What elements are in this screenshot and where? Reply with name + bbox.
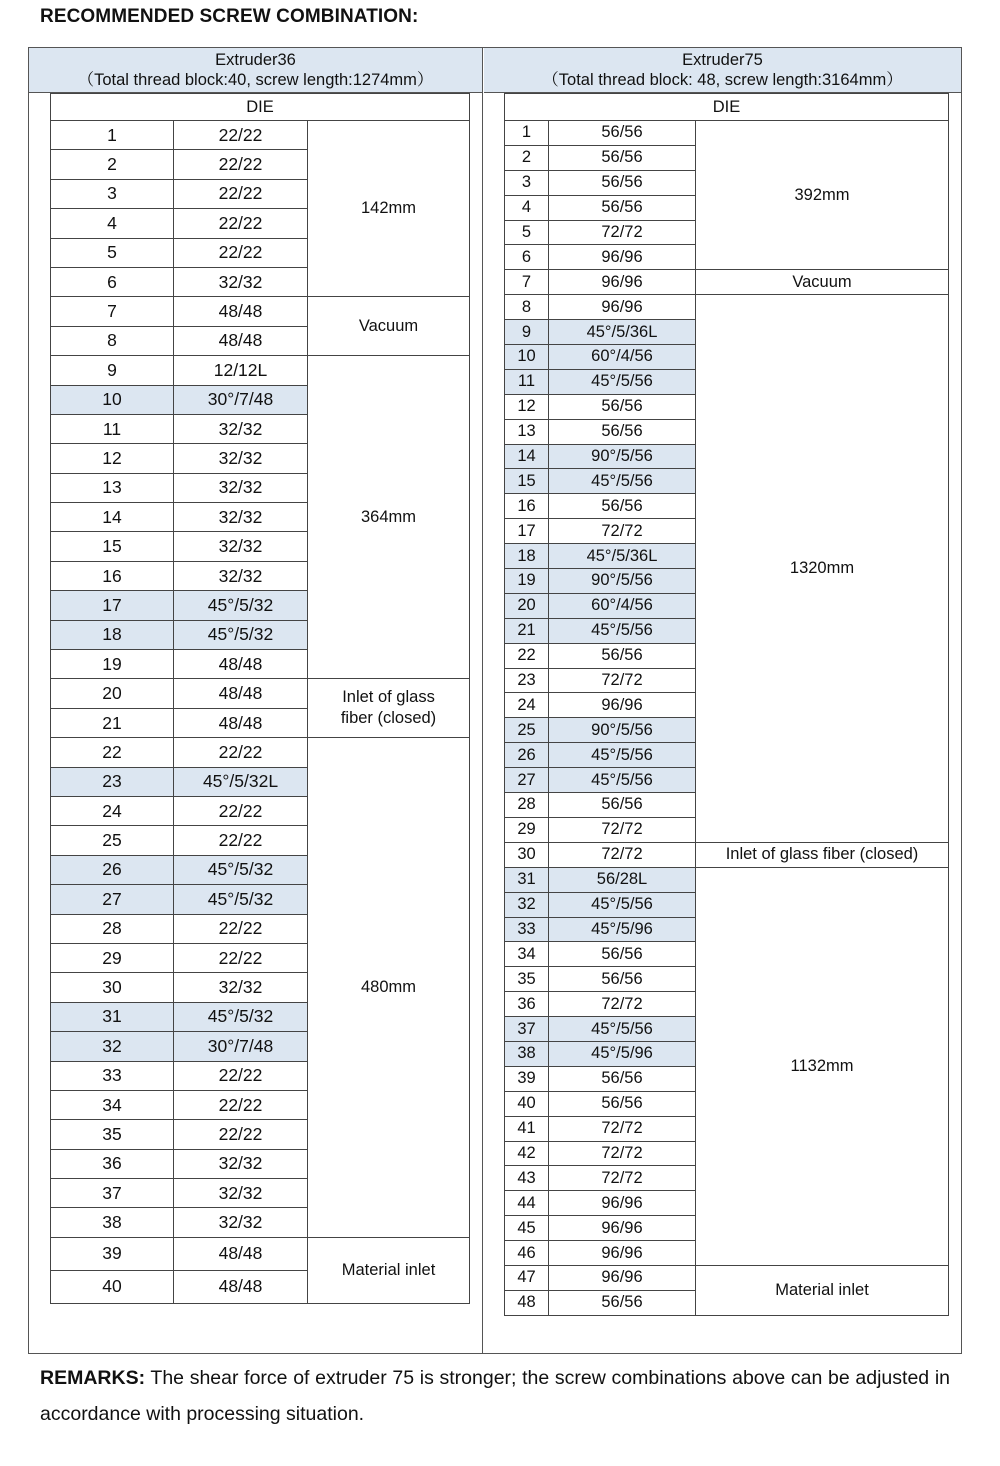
block-number: 33 [51,1061,174,1090]
screw-element: 90°/5/56 [549,718,696,743]
screw-element: 96/96 [549,1265,696,1290]
screw-element: 56/56 [549,145,696,170]
screw-element: 48/48 [174,1237,308,1270]
block-number: 39 [505,1066,549,1091]
screw-element: 72/72 [549,519,696,544]
block-number: 15 [505,469,549,494]
table-row [51,738,470,767]
screw-element: 32/32 [174,532,308,561]
block-number: 36 [51,1149,174,1178]
block-number: 48 [505,1290,549,1315]
block-number: 30 [505,842,549,867]
zone-label: Inlet of glass fiber (closed) [696,842,949,867]
block-number: 2 [51,150,174,179]
block-number: 13 [51,473,174,502]
zone-label: 364mm [308,356,470,679]
screw-element: 22/22 [174,1120,308,1149]
zone-label: Material inlet [308,1237,470,1303]
block-number: 40 [51,1270,174,1303]
screw-element: 45°/5/56 [549,743,696,768]
screw-element: 32/32 [174,973,308,1002]
block-number: 24 [51,796,174,825]
block-number: 4 [505,195,549,220]
screw-element: 96/96 [549,1191,696,1216]
block-number: 12 [505,394,549,419]
screw-element: 30°/7/48 [174,1032,308,1061]
block-number: 8 [51,326,174,355]
block-number: 6 [505,245,549,270]
screw-element: 32/32 [174,561,308,590]
block-number: 46 [505,1241,549,1266]
screw-element: 72/72 [549,1116,696,1141]
extruder75-table [504,93,949,1316]
column-divider [482,47,483,1354]
block-number: 25 [505,718,549,743]
screw-element: 45°/5/36L [549,320,696,345]
extruder36-header [29,48,482,93]
block-number: 3 [51,179,174,208]
block-number: 27 [505,768,549,793]
screw-element: 45°/5/56 [549,618,696,643]
screw-element: 48/48 [174,650,308,679]
table-row [505,121,949,146]
screw-element: 72/72 [549,842,696,867]
block-number: 18 [51,620,174,649]
block-number: 21 [505,618,549,643]
block-number: 18 [505,544,549,569]
block-number: 12 [51,444,174,473]
block-number: 27 [51,885,174,914]
block-number: 26 [51,855,174,884]
table-row [505,270,949,295]
block-number: 6 [51,267,174,296]
block-number: 37 [51,1179,174,1208]
table-row [51,679,470,708]
block-number: 15 [51,532,174,561]
die-row [51,94,470,121]
table-row [505,867,949,892]
block-number: 28 [505,793,549,818]
block-number: 14 [505,444,549,469]
block-number: 20 [505,593,549,618]
screw-element: 56/56 [549,942,696,967]
screw-element: 22/22 [174,1090,308,1119]
block-number: 1 [51,121,174,150]
die-label: DIE [51,94,470,121]
screw-element: 22/22 [174,209,308,238]
screw-element: 45°/5/56 [549,369,696,394]
zone-label: 392mm [696,121,949,270]
screw-element: 56/56 [549,1091,696,1116]
screw-element: 90°/5/56 [549,569,696,594]
screw-element: 72/72 [549,1166,696,1191]
screw-element: 96/96 [549,270,696,295]
screw-element: 56/28L [549,867,696,892]
screw-element: 32/32 [174,1149,308,1178]
screw-element: 56/56 [549,793,696,818]
screw-element: 45°/5/36L [549,544,696,569]
screw-element: 22/22 [174,150,308,179]
screw-element: 56/56 [549,419,696,444]
block-number: 26 [505,743,549,768]
zone-label: Vacuum [696,270,949,295]
block-number: 34 [51,1090,174,1119]
screw-element: 22/22 [174,826,308,855]
block-number: 16 [505,494,549,519]
screw-element: 90°/5/56 [549,444,696,469]
table-row [505,295,949,320]
block-number: 47 [505,1265,549,1290]
screw-element: 45°/5/56 [549,768,696,793]
extruder36-subtitle: （Total thread block:40, screw length:1274mm） [77,71,434,89]
block-number: 9 [51,356,174,385]
block-number: 37 [505,1017,549,1042]
screw-element: 72/72 [549,668,696,693]
block-number: 42 [505,1141,549,1166]
block-number: 17 [505,519,549,544]
block-number: 43 [505,1166,549,1191]
screw-element: 45°/5/56 [549,469,696,494]
block-number: 21 [51,708,174,737]
block-number: 13 [505,419,549,444]
screw-element: 45°/5/96 [549,917,696,942]
block-number: 23 [505,668,549,693]
block-number: 10 [505,345,549,370]
block-number: 38 [505,1041,549,1066]
screw-element: 56/56 [549,121,696,146]
block-number: 8 [505,295,549,320]
screw-element: 56/56 [549,643,696,668]
screw-element: 45°/5/32 [174,620,308,649]
screw-element: 48/48 [174,679,308,708]
block-number: 44 [505,1191,549,1216]
remarks [40,1360,950,1432]
block-number: 16 [51,561,174,590]
screw-element: 48/48 [174,297,308,326]
zone-label: Material inlet [696,1265,949,1315]
screw-element: 12/12L [174,356,308,385]
block-number: 41 [505,1116,549,1141]
block-number: 19 [51,650,174,679]
block-number: 33 [505,917,549,942]
block-number: 3 [505,170,549,195]
block-number: 29 [51,943,174,972]
screw-element: 45°/5/32 [174,591,308,620]
block-number: 35 [51,1120,174,1149]
screw-element: 60°/4/56 [549,593,696,618]
screw-element: 56/56 [549,1066,696,1091]
block-number: 23 [51,767,174,796]
page-title: RECOMMENDED SCREW COMBINATION: [40,6,419,27]
extruder75-header [484,48,961,93]
screw-element: 48/48 [174,1270,308,1303]
block-number: 22 [505,643,549,668]
table-row [51,297,470,326]
screw-element: 72/72 [549,220,696,245]
block-number: 22 [51,738,174,767]
screw-element: 45°/5/56 [549,1017,696,1042]
screw-element: 32/32 [174,1208,308,1237]
block-number: 2 [505,145,549,170]
block-number: 45 [505,1216,549,1241]
screw-element: 32/32 [174,267,308,296]
screw-element: 96/96 [549,245,696,270]
table-row [505,1265,949,1290]
screw-element: 22/22 [174,738,308,767]
screw-element: 48/48 [174,326,308,355]
block-number: 38 [51,1208,174,1237]
table-row [51,356,470,385]
block-number: 40 [505,1091,549,1116]
table-row [51,1237,470,1270]
extruder75-name: Extruder75 [682,51,763,69]
block-number: 29 [505,817,549,842]
screw-element: 22/22 [174,238,308,267]
screw-element: 32/32 [174,503,308,532]
table-row [505,842,949,867]
screw-element: 32/32 [174,473,308,502]
block-number: 10 [51,385,174,414]
die-row [505,94,949,121]
zone-label: 1132mm [696,867,949,1265]
block-number: 1 [505,121,549,146]
screw-element: 22/22 [174,121,308,150]
extruder36-table [50,93,470,1304]
block-number: 7 [51,297,174,326]
block-number: 34 [505,942,549,967]
block-number: 14 [51,503,174,532]
screw-element: 56/56 [549,394,696,419]
screw-element: 45°/5/96 [549,1041,696,1066]
screw-element: 96/96 [549,1241,696,1266]
screw-element: 56/56 [549,494,696,519]
screw-element: 22/22 [174,914,308,943]
block-number: 31 [505,867,549,892]
screw-element: 96/96 [549,693,696,718]
block-number: 11 [505,369,549,394]
block-number: 4 [51,209,174,238]
die-label: DIE [505,94,949,121]
screw-element: 22/22 [174,796,308,825]
screw-element: 32/32 [174,1179,308,1208]
block-number: 32 [51,1032,174,1061]
screw-element: 56/56 [549,170,696,195]
screw-element: 45°/5/32 [174,1002,308,1031]
block-number: 5 [505,220,549,245]
screw-element: 22/22 [174,943,308,972]
block-number: 7 [505,270,549,295]
block-number: 28 [51,914,174,943]
screw-element: 56/56 [549,967,696,992]
block-number: 31 [51,1002,174,1031]
screw-element: 45°/5/32 [174,885,308,914]
zone-label: 1320mm [696,295,949,843]
screw-element: 72/72 [549,1141,696,1166]
screw-element: 32/32 [174,414,308,443]
remarks-label: REMARKS: [40,1367,146,1389]
zone-label: 480mm [308,738,470,1238]
zone-label: Inlet of glass fiber (closed) [308,679,470,738]
screw-element: 48/48 [174,708,308,737]
screw-element: 96/96 [549,295,696,320]
block-number: 11 [51,414,174,443]
remarks-text: The shear force of extruder 75 is stronger; the screw combinations above can be adjusted in accordance with processing situation. [40,1367,950,1425]
block-number: 35 [505,967,549,992]
screw-element: 45°/5/56 [549,892,696,917]
extruder75-subtitle: （Total thread block: 48, screw length:3164mm） [542,71,903,89]
screw-element: 96/96 [549,1216,696,1241]
block-number: 32 [505,892,549,917]
block-number: 9 [505,320,549,345]
zone-label: Vacuum [308,297,470,356]
block-number: 5 [51,238,174,267]
block-number: 24 [505,693,549,718]
block-number: 36 [505,992,549,1017]
zone-label: 142mm [308,121,470,297]
extruder36-name: Extruder36 [215,51,296,69]
table-row [51,121,470,150]
screw-element: 56/56 [549,195,696,220]
screw-element: 60°/4/56 [549,345,696,370]
screw-element: 32/32 [174,444,308,473]
block-number: 39 [51,1237,174,1270]
screw-element: 56/56 [549,1290,696,1315]
screw-element: 72/72 [549,817,696,842]
block-number: 17 [51,591,174,620]
block-number: 25 [51,826,174,855]
screw-element: 22/22 [174,179,308,208]
screw-element: 22/22 [174,1061,308,1090]
screw-element: 45°/5/32L [174,767,308,796]
block-number: 19 [505,569,549,594]
screw-element: 72/72 [549,992,696,1017]
block-number: 20 [51,679,174,708]
block-number: 30 [51,973,174,1002]
screw-element: 45°/5/32 [174,855,308,884]
screw-element: 30°/7/48 [174,385,308,414]
